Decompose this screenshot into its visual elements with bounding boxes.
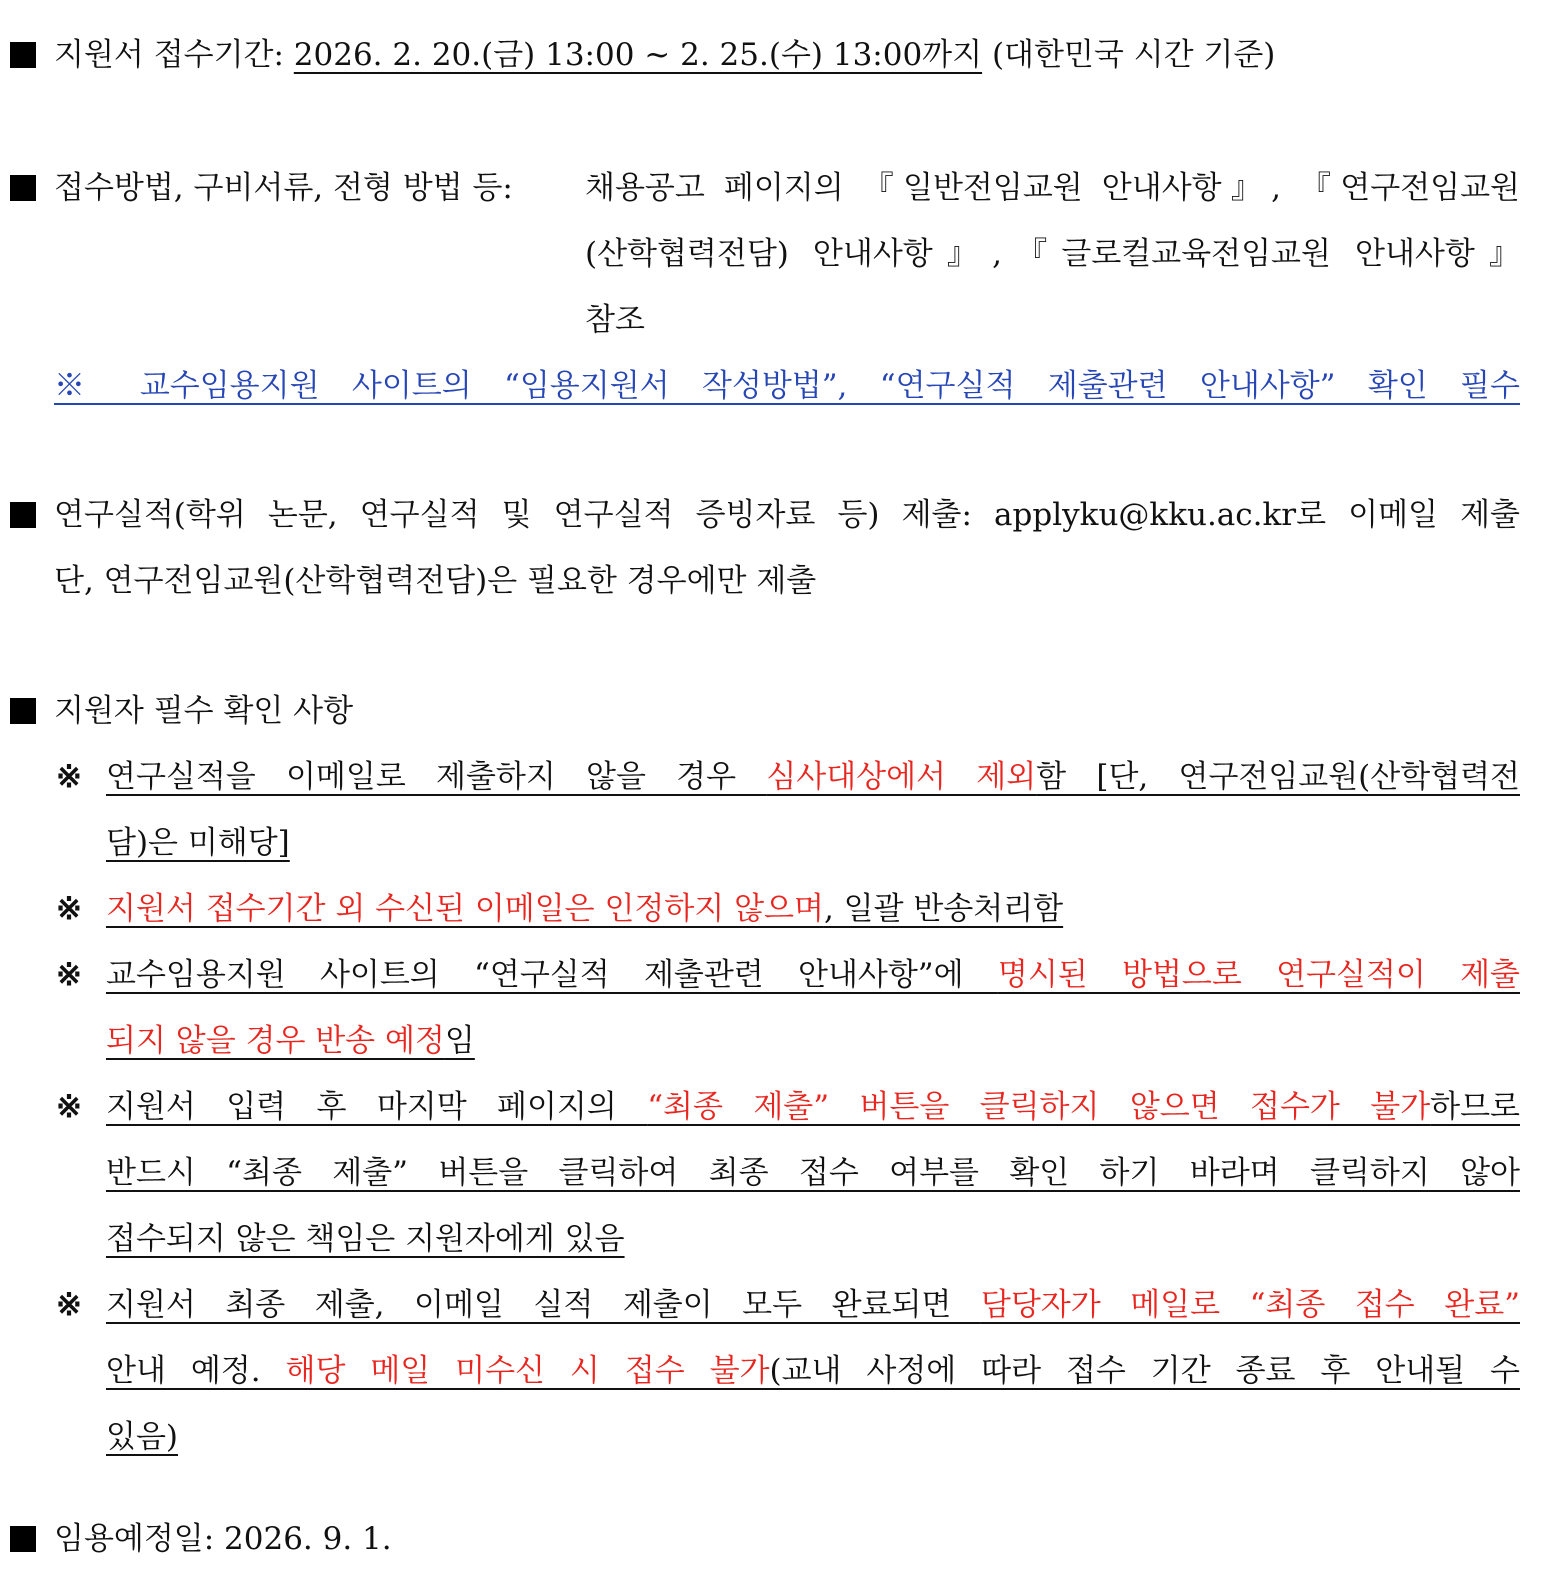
bullet-square-icon — [10, 698, 36, 724]
highlight-method: 명시된 방법으로 연구실적이 제출 — [997, 957, 1520, 993]
checklist-note-4: ※ 지원서 입력 후 마지막 페이지의 “최종 제출” 버튼을 클릭하지 않으면 접수가 불가하므로 — [0, 1074, 1556, 1140]
reference-mark-icon: ※ — [56, 1089, 82, 1125]
section-appointment-date — [0, 1506, 1556, 1572]
section-application-period — [0, 22, 1556, 88]
checklist-note-3: ※ 교수임용지원 사이트의 “연구실적 제출관련 안내사항”에 명시된 방법으로 연구실적이 제출 — [0, 942, 1556, 1008]
section-research-submission — [0, 482, 1556, 614]
checklist-note-2: ※ 지원서 접수기간 외 수신된 이메일은 인정하지 않으며, 일괄 반송처리함 — [0, 876, 1556, 942]
research-submission-line-2: 단, 연구전임교원(산학협력전담)은 필요한 경우에만 제출 — [54, 563, 817, 599]
checklist-title: 지원자 필수 확인 사항 — [54, 693, 354, 729]
reference-mark-icon: ※ — [56, 1287, 82, 1323]
highlight-excluded: 심사대상에서 제외 — [766, 759, 1037, 795]
checklist-note-1: ※ 연구실적을 이메일로 제출하지 않을 경우 심사대상에서 제외함 [단, 연구전임교원(산학협력전 — [0, 744, 1556, 810]
application-period-note: (대한민국 시간 기준) — [991, 37, 1276, 73]
highlight-final-confirm: 담당자가 메일로 “최종 접수 완료” — [980, 1287, 1520, 1323]
reference-mark-icon: ※ — [56, 759, 82, 795]
highlight-email-rejected: 지원서 접수기간 외 수신된 이메일은 인정하지 않으며 — [106, 891, 824, 927]
reference-mark-icon: ※ — [56, 891, 82, 927]
application-method-line-2: (산학협력전담) 안내사항』,『글로컬교육전임교원 안내사항』 — [585, 236, 1520, 272]
application-method-line-3: 참조 — [585, 302, 645, 338]
bullet-square-icon — [10, 175, 36, 201]
application-method-line-1: 채용공고 페이지의 『일반전임교원 안내사항』, 『연구전임교원 — [585, 170, 1520, 206]
bullet-square-icon — [10, 42, 36, 68]
highlight-final-submit: “최종 제출” 버튼을 클릭하지 않으면 접수가 불가 — [647, 1089, 1431, 1125]
bullet-square-icon — [10, 1526, 36, 1552]
application-method-label: 접수방법, 구비서류, 전형 방법 등: — [54, 170, 513, 206]
reference-mark-icon: ※ — [56, 957, 82, 993]
checklist-note-5: ※ 지원서 최종 제출, 이메일 실적 제출이 모두 완료되면 담당자가 메일로 “최종 접수 완료” — [0, 1272, 1556, 1338]
bullet-square-icon — [10, 502, 36, 528]
highlight-return: 되지 않을 경우 반송 예정 — [106, 1023, 445, 1059]
application-period-value: 2026. 2. 20.(금) 13:00 ~ 2. 25.(수) 13:00까지 — [293, 37, 983, 73]
highlight-not-received: 해당 메일 미수신 시 접수 불가 — [285, 1353, 770, 1389]
section-application-method — [0, 155, 1556, 419]
research-submission-line-1: 연구실적(학위 논문, 연구실적 및 연구실적 증빙자료 등) 제출: applyku@kku.ac.kr로 이메일 제출 — [54, 497, 1520, 533]
required-check-notice: ※ 교수임용지원 사이트의 “임용지원서 작성방법”, “연구실적 제출관련 안내사항” 확인 필수 — [54, 368, 1520, 404]
section-applicant-checklist: 지원자 필수 확인 사항 ※ 연구실적을 이메일로 제출하지 않을 경우 심사대상에서 제외함 [단, 연구전임교원(산학협력전 담)은 미해당] ※ 지원서 접수기간 외 수신된 이메일은 인정하지 않으며, 일괄 반송처리함 ※ 교수임용지원 사이트의 “연구실적 제출관련 안내사항”에 명시된 방법으로 연구실적이 제출 되지 않을 경우 반송 예정임 ※ 지원서 입력 후 마지막 페이지의 “최종 제출” 버튼을 클릭하지 않으면 접수가 불가하므로 반드시 “최종 제출” 버튼을 클릭하여 최종 접수 여부를 확인 하기 바라며 클릭하지 않아 접수되지 않은 책임은 지원자에게 있음 ※ 지원서 최종 제출, 이메일 실적 제출이 모두 완료되면 담당자가 메일로 “최종 접수 완료” 안내 예정. 해당 메일 미수신 시 접수 불가(교내 사정에 따라 접수 기간 종료 후 안내될 수 있음) — [0, 678, 1556, 1470]
appointment-date: 임용예정일: 2026. 9. 1. — [54, 1521, 392, 1557]
application-period-label: 지원서 접수기간: — [54, 37, 284, 73]
